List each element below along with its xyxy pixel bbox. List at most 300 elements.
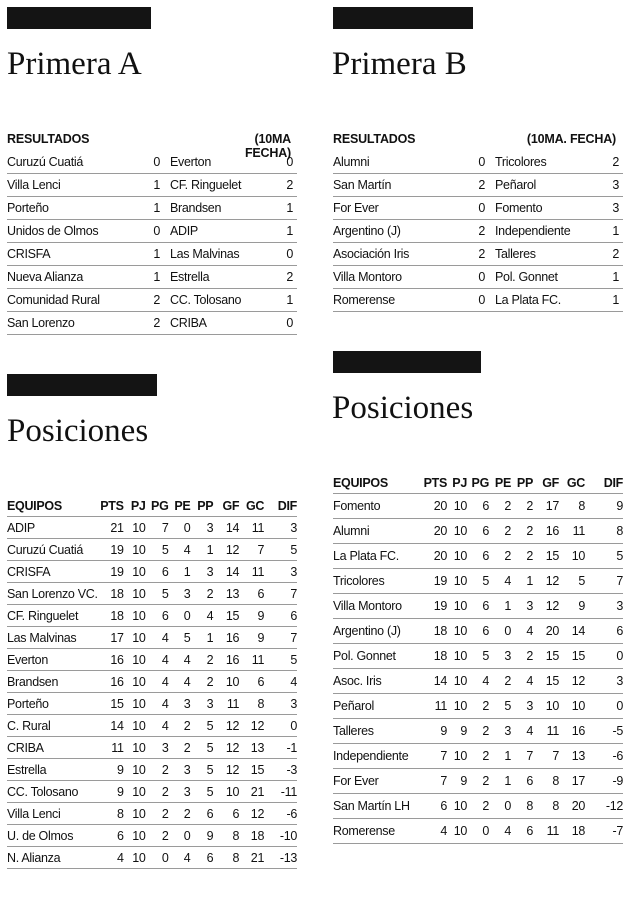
- stat-cell: 3: [489, 719, 511, 744]
- column-header: PE: [494, 476, 511, 490]
- standings-row: [7, 561, 297, 583]
- home-goals: 1: [140, 174, 164, 197]
- primera-b-header-bar: [333, 7, 473, 29]
- stat-cell: 14: [559, 619, 585, 644]
- home-team: San Martín: [333, 174, 463, 197]
- team-name: Fomento: [333, 494, 423, 519]
- away-goals: 0: [274, 151, 297, 174]
- home-goals: 0: [463, 197, 489, 220]
- stat-cell: 18: [98, 605, 124, 627]
- result-row: [7, 151, 297, 174]
- stat-cell: 19: [98, 539, 124, 561]
- stat-cell: -13: [264, 847, 297, 869]
- stat-cell: 5: [467, 569, 489, 594]
- stat-cell: 2: [467, 694, 489, 719]
- result-row: [333, 197, 623, 220]
- column-header: PTS: [423, 476, 447, 490]
- stat-cell: 10: [447, 819, 467, 844]
- team-name: Villa Lenci: [7, 803, 98, 825]
- stat-cell: 11: [533, 819, 559, 844]
- result-row: [333, 289, 623, 312]
- home-team: Argentino (J): [333, 220, 463, 243]
- stat-cell: 9: [559, 594, 585, 619]
- stat-cell: 11: [239, 561, 264, 583]
- stat-cell: 6: [146, 561, 169, 583]
- stat-cell: 2: [169, 715, 191, 737]
- stat-cell: 19: [423, 569, 447, 594]
- standings-row: [7, 737, 297, 759]
- stat-cell: 1: [489, 769, 511, 794]
- standings-row: [7, 627, 297, 649]
- away-goals: 1: [274, 289, 297, 312]
- stat-cell: 10: [447, 544, 467, 569]
- standings-row: [7, 671, 297, 693]
- stat-cell: 18: [98, 583, 124, 605]
- stat-cell: 15: [239, 759, 264, 781]
- standings-row: [7, 715, 297, 737]
- away-goals: 2: [274, 174, 297, 197]
- stat-cell: 5: [264, 539, 297, 561]
- away-team: Independiente: [489, 220, 601, 243]
- home-goals: 2: [463, 220, 489, 243]
- home-goals: 0: [463, 266, 489, 289]
- stat-cell: 1: [511, 569, 533, 594]
- away-team: Estrella: [164, 266, 274, 289]
- stat-cell: 16: [98, 671, 124, 693]
- column-header: GC: [245, 499, 265, 513]
- stat-cell: -10: [264, 825, 297, 847]
- stat-cell: 2: [190, 583, 213, 605]
- stat-cell: 6: [213, 803, 239, 825]
- stat-cell: 9: [447, 719, 467, 744]
- stat-cell: 5: [467, 644, 489, 669]
- result-row: [333, 174, 623, 197]
- result-row: [7, 312, 297, 335]
- stat-cell: 10: [447, 794, 467, 819]
- stat-cell: -3: [264, 759, 297, 781]
- stat-cell: 2: [489, 544, 511, 569]
- away-team: CC. Tolosano: [164, 289, 274, 312]
- stat-cell: 2: [489, 519, 511, 544]
- stat-cell: 11: [239, 517, 264, 539]
- home-team: Unidos de Olmos: [7, 220, 140, 243]
- primera-a-standings-table: [7, 496, 297, 869]
- column-header: DIF: [277, 499, 297, 513]
- stat-cell: 10: [447, 594, 467, 619]
- team-name: ADIP: [7, 517, 98, 539]
- column-header: PP: [516, 476, 533, 490]
- stat-cell: 12: [533, 594, 559, 619]
- stat-cell: 4: [511, 719, 533, 744]
- stat-cell: 0: [264, 715, 297, 737]
- result-row: [333, 266, 623, 289]
- primera-a-header-bar: [7, 7, 151, 29]
- stat-cell: 6: [190, 847, 213, 869]
- team-name: Estrella: [7, 759, 98, 781]
- stat-cell: 12: [213, 539, 239, 561]
- stat-cell: 5: [264, 649, 297, 671]
- primera-a-title: Primera A: [7, 46, 142, 82]
- stat-cell: 0: [489, 619, 511, 644]
- column-header: PP: [197, 499, 214, 513]
- stat-cell: 10: [213, 671, 239, 693]
- standings-row: [333, 794, 623, 819]
- standings-row: [333, 494, 623, 519]
- stat-cell: 8: [585, 519, 623, 544]
- stat-cell: 12: [559, 669, 585, 694]
- result-row: [7, 243, 297, 266]
- team-name: CC. Tolosano: [7, 781, 98, 803]
- home-team: Alumni: [333, 151, 463, 174]
- stat-cell: 5: [489, 694, 511, 719]
- away-goals: 2: [601, 243, 623, 266]
- stat-cell: 3: [190, 561, 213, 583]
- stat-cell: -11: [264, 781, 297, 803]
- column-header: GC: [566, 476, 585, 490]
- column-header: PTS: [100, 499, 124, 513]
- stat-cell: 4: [169, 671, 191, 693]
- stat-cell: 2: [146, 759, 169, 781]
- team-name: Peñarol: [333, 694, 423, 719]
- stat-cell: 3: [146, 737, 169, 759]
- stat-cell: 10: [447, 519, 467, 544]
- stat-cell: 0: [467, 819, 489, 844]
- result-row: [7, 289, 297, 312]
- away-team: ADIP: [164, 220, 274, 243]
- standings-row: [7, 605, 297, 627]
- home-goals: 1: [140, 243, 164, 266]
- team-name: Porteño: [7, 693, 98, 715]
- result-row: [7, 197, 297, 220]
- stat-cell: 3: [585, 594, 623, 619]
- stat-cell: 16: [213, 649, 239, 671]
- stat-cell: 2: [467, 744, 489, 769]
- home-goals: 2: [463, 243, 489, 266]
- stat-cell: 3: [264, 561, 297, 583]
- stat-cell: 4: [146, 715, 169, 737]
- stat-cell: 5: [585, 544, 623, 569]
- stat-cell: -5: [585, 719, 623, 744]
- team-name: Las Malvinas: [7, 627, 98, 649]
- stat-cell: 10: [124, 517, 146, 539]
- stat-cell: 16: [533, 519, 559, 544]
- stat-cell: 10: [447, 494, 467, 519]
- stat-cell: 8: [213, 847, 239, 869]
- stat-cell: -9: [585, 769, 623, 794]
- team-name: Asoc. Iris: [333, 669, 423, 694]
- stat-cell: 6: [467, 544, 489, 569]
- away-team: Pol. Gonnet: [489, 266, 601, 289]
- stat-cell: 0: [146, 847, 169, 869]
- stat-cell: 2: [489, 669, 511, 694]
- stat-cell: 3: [190, 693, 213, 715]
- stat-cell: 2: [467, 794, 489, 819]
- stat-cell: 1: [489, 744, 511, 769]
- team-name: CRIBA: [7, 737, 98, 759]
- home-team: Romerense: [333, 289, 463, 312]
- standings-row: [7, 539, 297, 561]
- standings-row: [333, 669, 623, 694]
- stat-cell: 12: [213, 715, 239, 737]
- team-name: Romerense: [333, 819, 423, 844]
- stat-cell: 15: [533, 644, 559, 669]
- stat-cell: 2: [169, 737, 191, 759]
- standings-row: [333, 694, 623, 719]
- away-team: CRIBA: [164, 312, 274, 335]
- stat-cell: 6: [423, 794, 447, 819]
- away-goals: 2: [274, 266, 297, 289]
- standings-row: [333, 719, 623, 744]
- stat-cell: -1: [264, 737, 297, 759]
- stat-cell: 3: [169, 693, 191, 715]
- stat-cell: 10: [447, 644, 467, 669]
- stat-cell: 18: [239, 825, 264, 847]
- stat-cell: 2: [169, 803, 191, 825]
- stat-cell: 13: [213, 583, 239, 605]
- stat-cell: 4: [264, 671, 297, 693]
- stat-cell: 9: [585, 494, 623, 519]
- primera-b-results-table: [333, 151, 623, 312]
- away-goals: 1: [601, 289, 623, 312]
- stat-cell: 3: [264, 693, 297, 715]
- team-name: C. Rural: [7, 715, 98, 737]
- standings-row: [7, 847, 297, 869]
- stat-cell: 3: [511, 594, 533, 619]
- stat-cell: 2: [511, 644, 533, 669]
- primera-b-positions-bar: [333, 351, 481, 373]
- stat-cell: 10: [124, 583, 146, 605]
- team-name: Curuzú Cuatiá: [7, 539, 98, 561]
- stat-cell: 17: [559, 769, 585, 794]
- stat-cell: 10: [124, 561, 146, 583]
- stat-cell: 10: [124, 803, 146, 825]
- column-header: PE: [174, 499, 191, 513]
- home-team: Villa Montoro: [333, 266, 463, 289]
- stat-cell: 10: [447, 569, 467, 594]
- stat-cell: 20: [423, 494, 447, 519]
- stat-cell: 19: [98, 561, 124, 583]
- stat-cell: 13: [239, 737, 264, 759]
- stat-cell: 20: [559, 794, 585, 819]
- stat-cell: 3: [169, 781, 191, 803]
- stat-cell: 7: [264, 627, 297, 649]
- column-header: GF: [542, 476, 559, 490]
- stat-cell: 1: [190, 539, 213, 561]
- stat-cell: 0: [489, 794, 511, 819]
- stat-cell: 6: [190, 803, 213, 825]
- team-name: San Martín LH: [333, 794, 423, 819]
- stat-cell: 17: [98, 627, 124, 649]
- stat-cell: 18: [423, 644, 447, 669]
- stat-cell: 16: [559, 719, 585, 744]
- stat-cell: 5: [190, 715, 213, 737]
- stat-cell: 10: [213, 781, 239, 803]
- stat-cell: 10: [124, 781, 146, 803]
- home-team: Asociación Iris: [333, 243, 463, 266]
- stat-cell: 1: [190, 627, 213, 649]
- stat-cell: -6: [585, 744, 623, 769]
- stat-cell: 8: [533, 794, 559, 819]
- stat-cell: 11: [213, 693, 239, 715]
- away-goals: 0: [274, 312, 297, 335]
- team-name: Brandsen: [7, 671, 98, 693]
- stat-cell: 17: [533, 494, 559, 519]
- stat-cell: 5: [190, 781, 213, 803]
- stat-cell: 14: [213, 517, 239, 539]
- stat-cell: 12: [533, 569, 559, 594]
- stat-cell: 5: [559, 569, 585, 594]
- stat-cell: 7: [533, 744, 559, 769]
- stat-cell: 14: [98, 715, 124, 737]
- stat-cell: 4: [146, 649, 169, 671]
- stat-cell: 10: [124, 693, 146, 715]
- standings-row: [7, 759, 297, 781]
- primera-a-positions-bar: [7, 374, 157, 396]
- team-name: Villa Montoro: [333, 594, 423, 619]
- stat-cell: 2: [190, 649, 213, 671]
- stat-cell: 15: [533, 544, 559, 569]
- standings-row: [7, 583, 297, 605]
- away-team: La Plata FC.: [489, 289, 601, 312]
- stat-cell: 5: [146, 583, 169, 605]
- result-row: [333, 243, 623, 266]
- stat-cell: 4: [467, 669, 489, 694]
- result-row: [7, 174, 297, 197]
- stat-cell: 7: [239, 539, 264, 561]
- primera-b-standings-table: [333, 473, 623, 844]
- stat-cell: 20: [533, 619, 559, 644]
- stat-cell: 8: [239, 693, 264, 715]
- stat-cell: 6: [511, 819, 533, 844]
- stat-cell: 2: [489, 494, 511, 519]
- away-goals: 1: [601, 220, 623, 243]
- stat-cell: 3: [489, 644, 511, 669]
- home-goals: 0: [463, 151, 489, 174]
- stat-cell: 6: [467, 594, 489, 619]
- standings-row: [7, 649, 297, 671]
- stat-cell: 18: [423, 619, 447, 644]
- primera-b-results-header: RESULTADOS: [333, 132, 416, 146]
- home-team: Villa Lenci: [7, 174, 140, 197]
- away-goals: 3: [601, 174, 623, 197]
- stat-cell: 7: [423, 769, 447, 794]
- stat-cell: 8: [213, 825, 239, 847]
- stat-cell: 8: [533, 769, 559, 794]
- stat-cell: 18: [559, 819, 585, 844]
- stat-cell: 19: [423, 594, 447, 619]
- standings-row: [333, 594, 623, 619]
- stat-cell: 6: [98, 825, 124, 847]
- stat-cell: 9: [239, 627, 264, 649]
- column-header: GF: [222, 499, 240, 513]
- away-team: Tricolores: [489, 151, 601, 174]
- away-goals: 0: [274, 243, 297, 266]
- stat-cell: 6: [264, 605, 297, 627]
- stat-cell: 2: [146, 781, 169, 803]
- stat-cell: 4: [146, 671, 169, 693]
- stat-cell: 8: [98, 803, 124, 825]
- column-header: PG: [151, 499, 169, 513]
- stat-cell: 12: [239, 715, 264, 737]
- stat-cell: 5: [146, 539, 169, 561]
- stat-cell: 7: [511, 744, 533, 769]
- stat-cell: 10: [559, 544, 585, 569]
- team-name: Everton: [7, 649, 98, 671]
- home-team: Nueva Alianza: [7, 266, 140, 289]
- stat-cell: 7: [423, 744, 447, 769]
- stat-cell: 14: [213, 561, 239, 583]
- stat-cell: 10: [124, 825, 146, 847]
- away-goals: 2: [601, 151, 623, 174]
- stat-cell: 4: [423, 819, 447, 844]
- team-name: U. de Olmos: [7, 825, 98, 847]
- standings-row: [7, 517, 297, 539]
- stat-cell: 2: [467, 769, 489, 794]
- stat-cell: 15: [213, 605, 239, 627]
- stat-cell: 4: [146, 693, 169, 715]
- stat-cell: 2: [511, 519, 533, 544]
- away-team: Peñarol: [489, 174, 601, 197]
- stat-cell: 2: [146, 825, 169, 847]
- away-team: Talleres: [489, 243, 601, 266]
- stat-cell: 4: [489, 819, 511, 844]
- stat-cell: 4: [489, 569, 511, 594]
- away-goals: 1: [274, 220, 297, 243]
- stat-cell: 2: [146, 803, 169, 825]
- stat-cell: 4: [169, 649, 191, 671]
- stat-cell: 10: [447, 619, 467, 644]
- stat-cell: 4: [169, 539, 191, 561]
- team-name: CF. Ringuelet: [7, 605, 98, 627]
- column-header: PJ: [452, 476, 467, 490]
- column-header: EQUIPOS: [7, 499, 62, 513]
- team-name: San Lorenzo VC.: [7, 583, 98, 605]
- stat-cell: 14: [423, 669, 447, 694]
- stat-cell: 1: [169, 561, 191, 583]
- stat-cell: 11: [533, 719, 559, 744]
- stat-cell: 3: [511, 694, 533, 719]
- result-row: [333, 220, 623, 243]
- stat-cell: 9: [98, 781, 124, 803]
- stat-cell: 2: [190, 671, 213, 693]
- stat-cell: 6: [585, 619, 623, 644]
- stat-cell: 3: [169, 583, 191, 605]
- stat-cell: 6: [467, 494, 489, 519]
- stat-cell: 10: [124, 759, 146, 781]
- stat-cell: 9: [239, 605, 264, 627]
- home-goals: 1: [140, 197, 164, 220]
- stat-cell: 20: [423, 544, 447, 569]
- stat-cell: 0: [585, 644, 623, 669]
- column-header: PG: [471, 476, 489, 490]
- stat-cell: 2: [511, 494, 533, 519]
- away-team: Everton: [164, 151, 274, 174]
- stat-cell: 6: [146, 605, 169, 627]
- stat-cell: 10: [533, 694, 559, 719]
- away-team: Fomento: [489, 197, 601, 220]
- stat-cell: 3: [264, 517, 297, 539]
- home-goals: 2: [140, 312, 164, 335]
- home-goals: 0: [140, 220, 164, 243]
- standings-row: [7, 781, 297, 803]
- stat-cell: 15: [98, 693, 124, 715]
- stat-cell: 4: [146, 627, 169, 649]
- stat-cell: 10: [124, 847, 146, 869]
- stat-cell: -12: [585, 794, 623, 819]
- away-goals: 1: [601, 266, 623, 289]
- stat-cell: 10: [124, 539, 146, 561]
- stat-cell: 0: [585, 694, 623, 719]
